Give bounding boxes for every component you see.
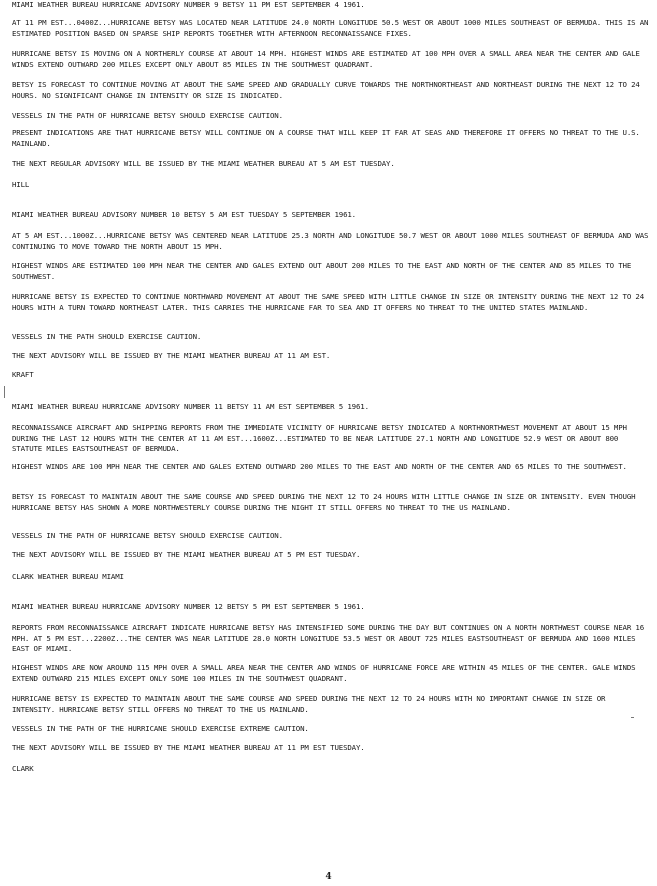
advisory-12-signature: CLARK (12, 764, 34, 773)
scan-mark (631, 717, 634, 718)
page-number: 4 (325, 872, 332, 882)
advisory-12-next: THE NEXT ADVISORY WILL BE ISSUED BY THE MIAMI WEATHER BUREAU AT 11 PM EST TUESDAY. (12, 743, 365, 752)
advisory-11-position: RECONNAISSANCE AIRCRAFT AND SHIPPING REPORTS FROM THE IMMEDIATE VICINITY OF HURRICANE BETSY INDICATED A NORTHNORTHWEST MOVEMENT AT ABOUT 15 MPH DURING THE LAST 12 HOURS WITH THE CENTER AT 11 AM EST...1600Z...ESTIMATED TO BE NEAR LATITUDE 27.1 NORTH AND LONGITUDE 52.9 WEST OR ABOUT 800 STATUTE MILES EASTSOUTHEAST OF BERMUDA. (12, 423, 627, 454)
advisory-11-signature: CLARK WEATHER BUREAU MIAMI (12, 572, 124, 581)
advisory-10-caution: VESSELS IN THE PATH SHOULD EXERCISE CAUTION. (12, 332, 202, 341)
advisory-12-position: REPORTS FROM RECONNAISSANCE AIRCRAFT INDICATE HURRICANE BETSY HAS INTENSIFIED SOME DURING THE DAY BUT CONTINUES ON A NORTH NORTHWEST COURSE NEAR 16 MPH. AT 5 PM EST...2200Z...THE CENTER WAS NEAR LATITUDE 28.0 NORTH LONGITUDE 53.5 WEST OR ABOUT 725 MILES EASTSOUTHEAST OF BERMUDA AND 1600 MILES EAST OF MIAMI. (12, 623, 645, 654)
advisory-10-header: MIAMI WEATHER BUREAU ADVISORY NUMBER 10 BETSY 5 AM EST TUESDAY 5 SEPTEMBER 1961. (12, 210, 356, 219)
advisory-12-caution: VESSELS IN THE PATH OF THE HURRICANE SHOULD EXERCISE EXTREME CAUTION. (12, 724, 309, 733)
advisory-9-movement: HURRICANE BETSY IS MOVING ON A NORTHERLY COURSE AT ABOUT 14 MPH. HIGHEST WINDS ARE ESTIMATED AT 100 MPH OVER A SMALL AREA NEAR THE CENTER AND GALE WINDS EXTEND OUTWARD 200 MILES EXCEPT ONLY ABOUT 85 MILES IN THE SOUTHWEST QUADRANT. (12, 49, 640, 69)
advisory-11-caution: VESSELS IN THE PATH OF HURRICANE BETSY SHOULD EXERCISE CAUTION. (12, 531, 283, 540)
scan-mark (4, 386, 5, 398)
advisory-9-next: THE NEXT REGULAR ADVISORY WILL BE ISSUED BY THE MIAMI WEATHER BUREAU AT 5 AM EST TUESDAY. (12, 159, 395, 168)
advisory-10-position: AT 5 AM EST...1000Z...HURRICANE BETSY WAS CENTERED NEAR LATITUDE 25.3 NORTH AND LONGITUDE 50.7 WEST OR ABOUT 1000 MILES SOUTHEAST OF BERMUDA AND WAS CONTINUING TO MOVE TOWARD THE NORTH ABOUT 15 MPH. (12, 231, 649, 251)
advisory-12-winds: HIGHEST WINDS ARE NOW AROUND 115 MPH OVER A SMALL AREA NEAR THE CENTER AND WINDS OF HURRICANE FORCE ARE WITHIN 45 MILES OF THE CENTER. GALE WINDS EXTEND OUTWARD 215 MILES EXCEPT ONLY SOME 100 MILES IN THE SOUTHWEST QUADRANT. (12, 663, 636, 683)
advisory-11-forecast: BETSY IS FORECAST TO MAINTAIN ABOUT THE SAME COURSE AND SPEED DURING THE NEXT 12 TO 24 HOURS WITH LITTLE CHANGE IN SIZE OR INTENSITY. EVEN THOUGH HURRICANE BETSY HAS SHOWN A MORE NORTHWESTERLY COURSE DURING THE NIGHT IT STILL OFFERS NO THREAT TO THE US MAINLAND. (12, 492, 636, 512)
advisory-10-signature: KRAFT (12, 370, 34, 379)
advisory-12-header: MIAMI WEATHER BUREAU HURRICANE ADVISORY NUMBER 12 BETSY 5 PM EST SEPTEMBER 5 1961. (12, 602, 365, 611)
advisory-10-winds: HIGHEST WINDS ARE ESTIMATED 100 MPH NEAR THE CENTER AND GALES EXTEND OUT ABOUT 200 MILES TO THE EAST AND NORTH OF THE CENTER AND 85 MILES TO THE SOUTHWEST. (12, 261, 632, 281)
advisory-9-header: MIAMI WEATHER BUREAU HURRICANE ADVISORY NUMBER 9 BETSY 11 PM EST SEPTEMBER 4 1961. (12, 0, 365, 9)
advisory-10-next: THE NEXT ADVISORY WILL BE ISSUED BY THE MIAMI WEATHER BUREAU AT 11 AM EST. (12, 351, 331, 360)
advisory-10-forecast: HURRICANE BETSY IS EXPECTED TO CONTINUE NORTHWARD MOVEMENT AT ABOUT THE SAME SPEED WITH LITTLE CHANGE IN SIZE OR INTENSITY DURING THE NEXT 12 TO 24 HOURS WITH A TURN TOWARD NORTHEAST LATER. THIS CARRIES THE HURRICANE FAR TO SEA AND IT OFFERS NO THREAT TO THE UNITED STATES MAINLAND. (12, 292, 645, 312)
advisory-11-next: THE NEXT ADVISORY WILL BE ISSUED BY THE MIAMI WEATHER BUREAU AT 5 PM EST TUESDAY. (12, 550, 361, 559)
advisory-9-position: AT 11 PM EST...0400Z...HURRICANE BETSY WAS LOCATED NEAR LATITUDE 24.0 NORTH LONGITUDE 50.5 WEST OR ABOUT 1000 MILES SOUTHEAST OF BERMUDA. THIS IS AN ESTIMATED POSITION BASED ON SPARSE SHIP REPORTS TOGETHER WITH AFTERNOON RECONNAISSANCE FIXES. (12, 18, 649, 38)
advisory-11-header: MIAMI WEATHER BUREAU HURRICANE ADVISORY NUMBER 11 BETSY 11 AM EST SEPTEMBER 5 1961. (12, 402, 369, 411)
advisory-11-winds: HIGHEST WINDS ARE 100 MPH NEAR THE CENTER AND GALES EXTEND OUTWARD 200 MILES TO THE EAST AND NORTH OF THE CENTER AND 65 MILES TO THE SOUTHWEST. (12, 462, 627, 471)
advisory-9-signature: HILL (12, 180, 30, 189)
advisory-9-forecast: BETSY IS FORECAST TO CONTINUE MOVING AT ABOUT THE SAME SPEED AND GRADUALLY CURVE TOWARDS THE NORTHNORTHEAST AND NORTHEAST DURING THE NEXT 12 TO 24 HOURS. NO SIGNIFICANT CHANGE IN INTENSITY OR SIZE IS INDICATED. (12, 80, 640, 100)
advisory-9-indications: PRESENT INDICATIONS ARE THAT HURRICANE BETSY WILL CONTINUE ON A COURSE THAT WILL KEEP IT FAR AT SEAS AND THEREFORE IT OFFERS NO THREAT TO THE U.S. MAINLAND. (12, 128, 640, 148)
advisory-9-caution: VESSELS IN THE PATH OF HURRICANE BETSY SHOULD EXERCISE CAUTION. (12, 111, 283, 120)
advisory-12-forecast: HURRICANE BETSY IS EXPECTED TO MAINTAIN ABOUT THE SAME COURSE AND SPEED DURING THE NEXT 12 TO 24 HOURS WITH NO IMPORTANT CHANGE IN SIZE OR INTENSITY. HURRICANE BETSY STILL OFFERS NO THREAT TO THE US MAINLAND. (12, 694, 606, 714)
